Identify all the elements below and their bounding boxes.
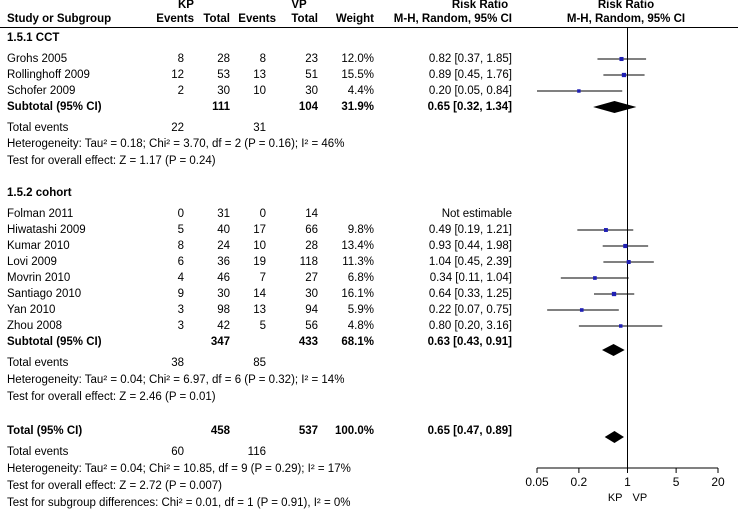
risk-ratio-header: Risk Ratio <box>451 0 509 11</box>
events1-cell: 6 <box>177 256 184 268</box>
events1-cell: 0 <box>177 208 184 220</box>
total2-cell: 51 <box>305 69 318 81</box>
total2-cell: 94 <box>305 304 318 316</box>
study-column-header: Study or Subgroup <box>7 13 112 25</box>
ci-cell: Not estimable <box>441 208 512 220</box>
events1-cell: 4 <box>177 272 184 284</box>
events2-cell: 10 <box>253 85 266 97</box>
subgroup-label: 1.5.1 CCT <box>7 32 60 44</box>
x-tick-label: 0.2 <box>570 475 588 489</box>
total2-cell: 28 <box>305 240 318 252</box>
total2-cell: 14 <box>305 208 318 220</box>
group2-header: VP <box>291 0 307 11</box>
events2-cell: 19 <box>253 256 266 268</box>
ci-cell: 0.49 [0.19, 1.21] <box>428 224 512 236</box>
study-marker <box>612 292 616 296</box>
subtotal-weight: 31.9% <box>341 101 374 113</box>
total1-cell: 46 <box>217 272 230 284</box>
total1-cell: 28 <box>217 53 230 65</box>
total2-cell: 56 <box>305 320 318 332</box>
ci-cell: 0.82 [0.37, 1.85] <box>428 53 512 65</box>
total2-cell: 66 <box>305 224 318 236</box>
subtotal-total2: 433 <box>298 336 318 348</box>
ci-cell: 0.93 [0.44, 1.98] <box>428 240 512 252</box>
study-marker <box>593 276 597 280</box>
total-total2: 537 <box>298 425 318 437</box>
heterogeneity-text: Heterogeneity: Tau² = 0.18; Chi² = 3.70, df = 2 (P = 0.16); I² = 46% <box>7 138 345 150</box>
events1-cell: 9 <box>177 288 184 300</box>
subtotal-ci: 0.63 [0.43, 0.91] <box>427 336 512 348</box>
weight-cell: 6.8% <box>347 272 374 284</box>
total2-cell: 118 <box>299 256 318 268</box>
events1-cell: 3 <box>177 304 184 316</box>
events2-cell: 14 <box>253 288 266 300</box>
total1-cell: 30 <box>217 85 230 97</box>
study-marker <box>580 308 584 312</box>
total2-header: Total <box>291 13 318 25</box>
total-events1: 22 <box>171 122 184 134</box>
study-name: Santiago 2010 <box>7 288 82 300</box>
study-marker <box>619 324 622 327</box>
weight-cell: 4.8% <box>347 320 374 332</box>
subtotal-weight: 68.1% <box>341 336 374 348</box>
study-name: Grohs 2005 <box>7 53 68 65</box>
x-tick-label: 1 <box>624 475 631 489</box>
total2-cell: 27 <box>305 272 318 284</box>
total-events1: 38 <box>171 357 184 369</box>
weight-cell: 5.9% <box>347 304 374 316</box>
total-ci: 0.65 [0.47, 0.89] <box>427 425 512 437</box>
study-name: Folman 2011 <box>7 208 74 220</box>
total-events2: 85 <box>253 357 266 369</box>
events1-cell: 3 <box>177 320 184 332</box>
weight-cell: 4.4% <box>347 85 374 97</box>
total1-cell: 24 <box>217 240 230 252</box>
total1-cell: 42 <box>217 320 230 332</box>
weight-header: Weight <box>335 13 374 25</box>
subtotal-label: Subtotal (95% CI) <box>7 336 102 348</box>
favours-right-label: VP <box>632 492 648 504</box>
total-weight: 100.0% <box>334 425 374 437</box>
pooled-diamond <box>602 344 625 356</box>
total1-cell: 36 <box>217 256 230 268</box>
study-name: Lovi 2009 <box>7 256 57 268</box>
group1-header: KP <box>178 0 194 11</box>
events1-header: Events <box>156 13 194 25</box>
weight-cell: 13.4% <box>341 240 374 252</box>
x-tick-label: 20 <box>711 475 725 489</box>
study-name: Kumar 2010 <box>7 240 70 252</box>
events2-cell: 8 <box>259 53 266 65</box>
events1-cell: 2 <box>177 85 184 97</box>
total1-cell: 31 <box>217 208 230 220</box>
x-tick-label: 5 <box>672 475 680 489</box>
ci-cell: 0.22 [0.07, 0.75] <box>428 304 512 316</box>
weight-cell: 12.0% <box>341 53 374 65</box>
total-events-label: Total events <box>7 122 69 134</box>
events2-cell: 0 <box>259 208 266 220</box>
study-name: Hiwatashi 2009 <box>7 224 86 236</box>
plot-title: Risk Ratio <box>597 0 655 11</box>
subgroup-label: 1.5.2 cohort <box>7 187 72 199</box>
plot-subtitle: M-H, Random, 95% CI <box>566 13 686 25</box>
total-total1: 458 <box>210 425 230 437</box>
subtotal-ci: 0.65 [0.32, 1.34] <box>427 101 512 113</box>
total-events2: 31 <box>253 122 266 134</box>
weight-cell: 9.8% <box>347 224 374 236</box>
heterogeneity-text: Heterogeneity: Tau² = 0.04; Chi² = 6.97, df = 6 (P = 0.32); I² = 14% <box>7 374 345 386</box>
study-name: Schofer 2009 <box>7 85 76 97</box>
events1-cell: 8 <box>177 240 184 252</box>
study-marker <box>604 228 608 232</box>
events2-cell: 10 <box>253 240 266 252</box>
heterogeneity-text: Heterogeneity: Tau² = 0.04; Chi² = 10.85, df = 9 (P = 0.29); I² = 17% <box>7 463 351 475</box>
study-name: Yan 2010 <box>7 304 56 316</box>
subtotal-total1: 347 <box>210 336 230 348</box>
study-marker <box>622 73 626 77</box>
events2-cell: 13 <box>253 304 266 316</box>
subtotal-total2: 104 <box>298 101 318 113</box>
study-marker <box>577 89 580 92</box>
total1-cell: 98 <box>217 304 230 316</box>
study-marker <box>627 260 631 264</box>
total1-cell: 53 <box>217 69 230 81</box>
study-name: Zhou 2008 <box>7 320 62 332</box>
ci-cell: 0.80 [0.20, 3.16] <box>428 320 512 332</box>
overall-effect-text: Test for overall effect: Z = 2.72 (P = 0.007) <box>7 480 222 492</box>
weight-cell: 16.1% <box>341 288 374 300</box>
total-events-label: Total events <box>7 357 69 369</box>
total1-cell: 30 <box>217 288 230 300</box>
events2-cell: 17 <box>253 224 266 236</box>
favours-left-label: KP <box>607 492 623 504</box>
overall-effect-text: Test for overall effect: Z = 1.17 (P = 0.24) <box>7 155 216 167</box>
total1-header: Total <box>203 13 230 25</box>
total-events2: 116 <box>247 446 266 458</box>
events1-cell: 12 <box>171 69 184 81</box>
pooled-diamond <box>593 101 636 113</box>
study-name: Movrin 2010 <box>7 272 71 284</box>
study-name: Rollinghoff 2009 <box>7 69 90 81</box>
subtotal-total1: 111 <box>212 101 230 113</box>
x-tick-label: 0.05 <box>525 475 549 489</box>
study-marker <box>623 244 627 248</box>
total-events1: 60 <box>171 446 184 458</box>
weight-cell: 11.3% <box>342 256 374 268</box>
ci-cell: 0.20 [0.05, 0.84] <box>428 85 512 97</box>
total1-cell: 40 <box>217 224 230 236</box>
subtotal-label: Subtotal (95% CI) <box>7 101 102 113</box>
ci-cell: 1.04 [0.45, 2.39] <box>428 256 512 268</box>
events2-cell: 5 <box>259 320 266 332</box>
total2-cell: 30 <box>305 288 318 300</box>
study-marker <box>619 57 623 61</box>
total-label: Total (95% CI) <box>7 425 83 437</box>
events2-header: Events <box>238 13 276 25</box>
weight-cell: 15.5% <box>341 69 374 81</box>
overall-effect-text: Test for overall effect: Z = 2.46 (P = 0.01) <box>7 391 216 403</box>
events1-cell: 8 <box>177 53 184 65</box>
subgroup-differences-text: Test for subgroup differences: Chi² = 0.01, df = 1 (P = 0.91), I² = 0% <box>7 497 351 509</box>
ci-cell: 0.34 [0.11, 1.04] <box>429 272 512 284</box>
total2-cell: 23 <box>305 53 318 65</box>
events2-cell: 13 <box>253 69 266 81</box>
ci-cell: 0.64 [0.33, 1.25] <box>428 288 512 300</box>
events1-cell: 5 <box>177 224 184 236</box>
events2-cell: 7 <box>259 272 266 284</box>
total-events-label: Total events <box>7 446 69 458</box>
total2-cell: 30 <box>305 85 318 97</box>
pooled-diamond <box>605 431 624 443</box>
ci-header: M-H, Random, 95% CI <box>393 13 512 25</box>
ci-cell: 0.89 [0.45, 1.76] <box>428 69 512 81</box>
